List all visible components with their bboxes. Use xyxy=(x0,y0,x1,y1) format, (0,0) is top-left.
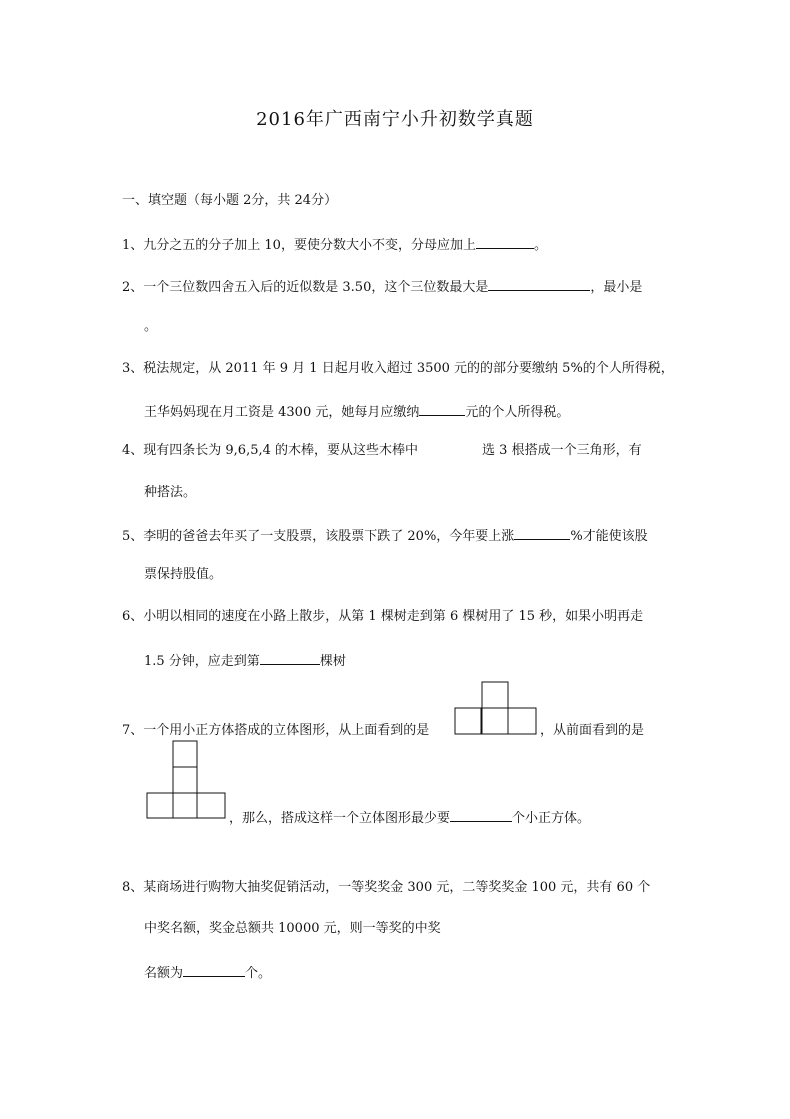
question-2-end: 。 xyxy=(144,319,158,334)
question-7-text: ，那么，搭成这样一个立体图形最少要 xyxy=(229,811,451,826)
question-8-line-2: 中奖名额，奖金总额共 10000 元，则一等奖的中奖 xyxy=(144,921,441,936)
question-3-end: 元的个人所得税。 xyxy=(465,405,570,420)
question-5-text-cont: %才能使该股 xyxy=(570,529,648,544)
question-4-text: 4、现有四条长为 9,6,5,4 的木棒，要从这些木棒中 xyxy=(122,443,419,458)
question-5-text: 5、李明的爸爸去年买了一支股票，该股票下跌了 20%，今年要上涨 xyxy=(122,529,515,544)
front-view-square xyxy=(173,793,197,818)
question-3-line-1: 3、税法规定，从 2011 年 9 月 1 日起月收入超过 3500 元的的部分要缴纳 5%的个人所得税， xyxy=(122,361,674,376)
question-1-text: 1、九分之五的分子加上 10，要使分数大小不变，分母应加上 xyxy=(122,238,476,253)
top-view-figure xyxy=(454,681,538,735)
question-8-end: 个。 xyxy=(245,966,272,981)
question-4-line-1 xyxy=(122,442,642,460)
question-7-line-2 xyxy=(229,807,590,828)
page-title: 2016年广西南宁小升初数学真题 xyxy=(256,109,534,130)
question-8-text: 名额为 xyxy=(144,966,184,981)
front-view-square xyxy=(173,741,197,767)
question-4-text-cont: 选 3 根搭成一个三角形，有 xyxy=(482,443,642,458)
question-5-line-2: 票保持股值。 xyxy=(144,567,223,582)
front-view-square xyxy=(147,793,173,818)
top-view-square xyxy=(482,682,508,708)
question-5-line-1 xyxy=(122,525,648,546)
question-7-line-1b: ，从前面看到的是 xyxy=(540,723,645,738)
question-4-line-2: 种搭法。 xyxy=(144,485,197,500)
front-view-square xyxy=(173,767,197,793)
top-view-square xyxy=(455,708,481,734)
question-2-mid: ，最小是 xyxy=(590,280,643,295)
answer-blank-7[interactable] xyxy=(450,807,512,822)
question-6-end: 棵树 xyxy=(319,654,346,669)
question-6-text: 1.5 分钟，应走到第 xyxy=(144,654,260,669)
question-3-text: 王华妈妈现在月工资是 4300 元，她每月应缴纳 xyxy=(144,405,420,420)
question-6-line-2 xyxy=(144,650,346,671)
answer-blank-6[interactable] xyxy=(260,650,320,665)
answer-blank-5[interactable] xyxy=(514,525,570,540)
front-view-figure xyxy=(146,740,228,820)
answer-blank-8[interactable] xyxy=(183,962,245,977)
question-7-line-1a: 7、一个用小正方体搭成的立体图形，从上面看到的是 xyxy=(122,723,430,738)
question-7-end: 个小正方体。 xyxy=(512,811,591,826)
answer-blank-2a[interactable] xyxy=(488,276,590,291)
top-view-square xyxy=(508,708,536,734)
question-1 xyxy=(122,234,547,255)
question-2 xyxy=(122,276,642,297)
question-3-line-2 xyxy=(144,401,569,422)
answer-blank-3[interactable] xyxy=(419,401,465,416)
top-view-square xyxy=(482,708,508,734)
question-6-line-1: 6、小明以相同的速度在小路上散步，从第 1 棵树走到第 6 棵树用了 15 秒，如果小明再走 xyxy=(122,609,644,624)
question-2-text: 2、一个三位数四舍五入后的近似数是 3.50，这个三位数最大是 xyxy=(122,280,489,295)
question-8-line-1: 8、某商场进行购物大抽奖促销活动，一等奖奖金 300 元，二等奖奖金 100 元，共有 60 个 xyxy=(122,880,651,895)
question-8-line-3 xyxy=(144,962,271,983)
question-1-end: 。 xyxy=(533,238,547,253)
front-view-square xyxy=(197,793,225,818)
answer-blank-1[interactable] xyxy=(476,234,534,249)
section-heading: 一、填空题（每小题 2分，共 24分） xyxy=(122,193,338,208)
